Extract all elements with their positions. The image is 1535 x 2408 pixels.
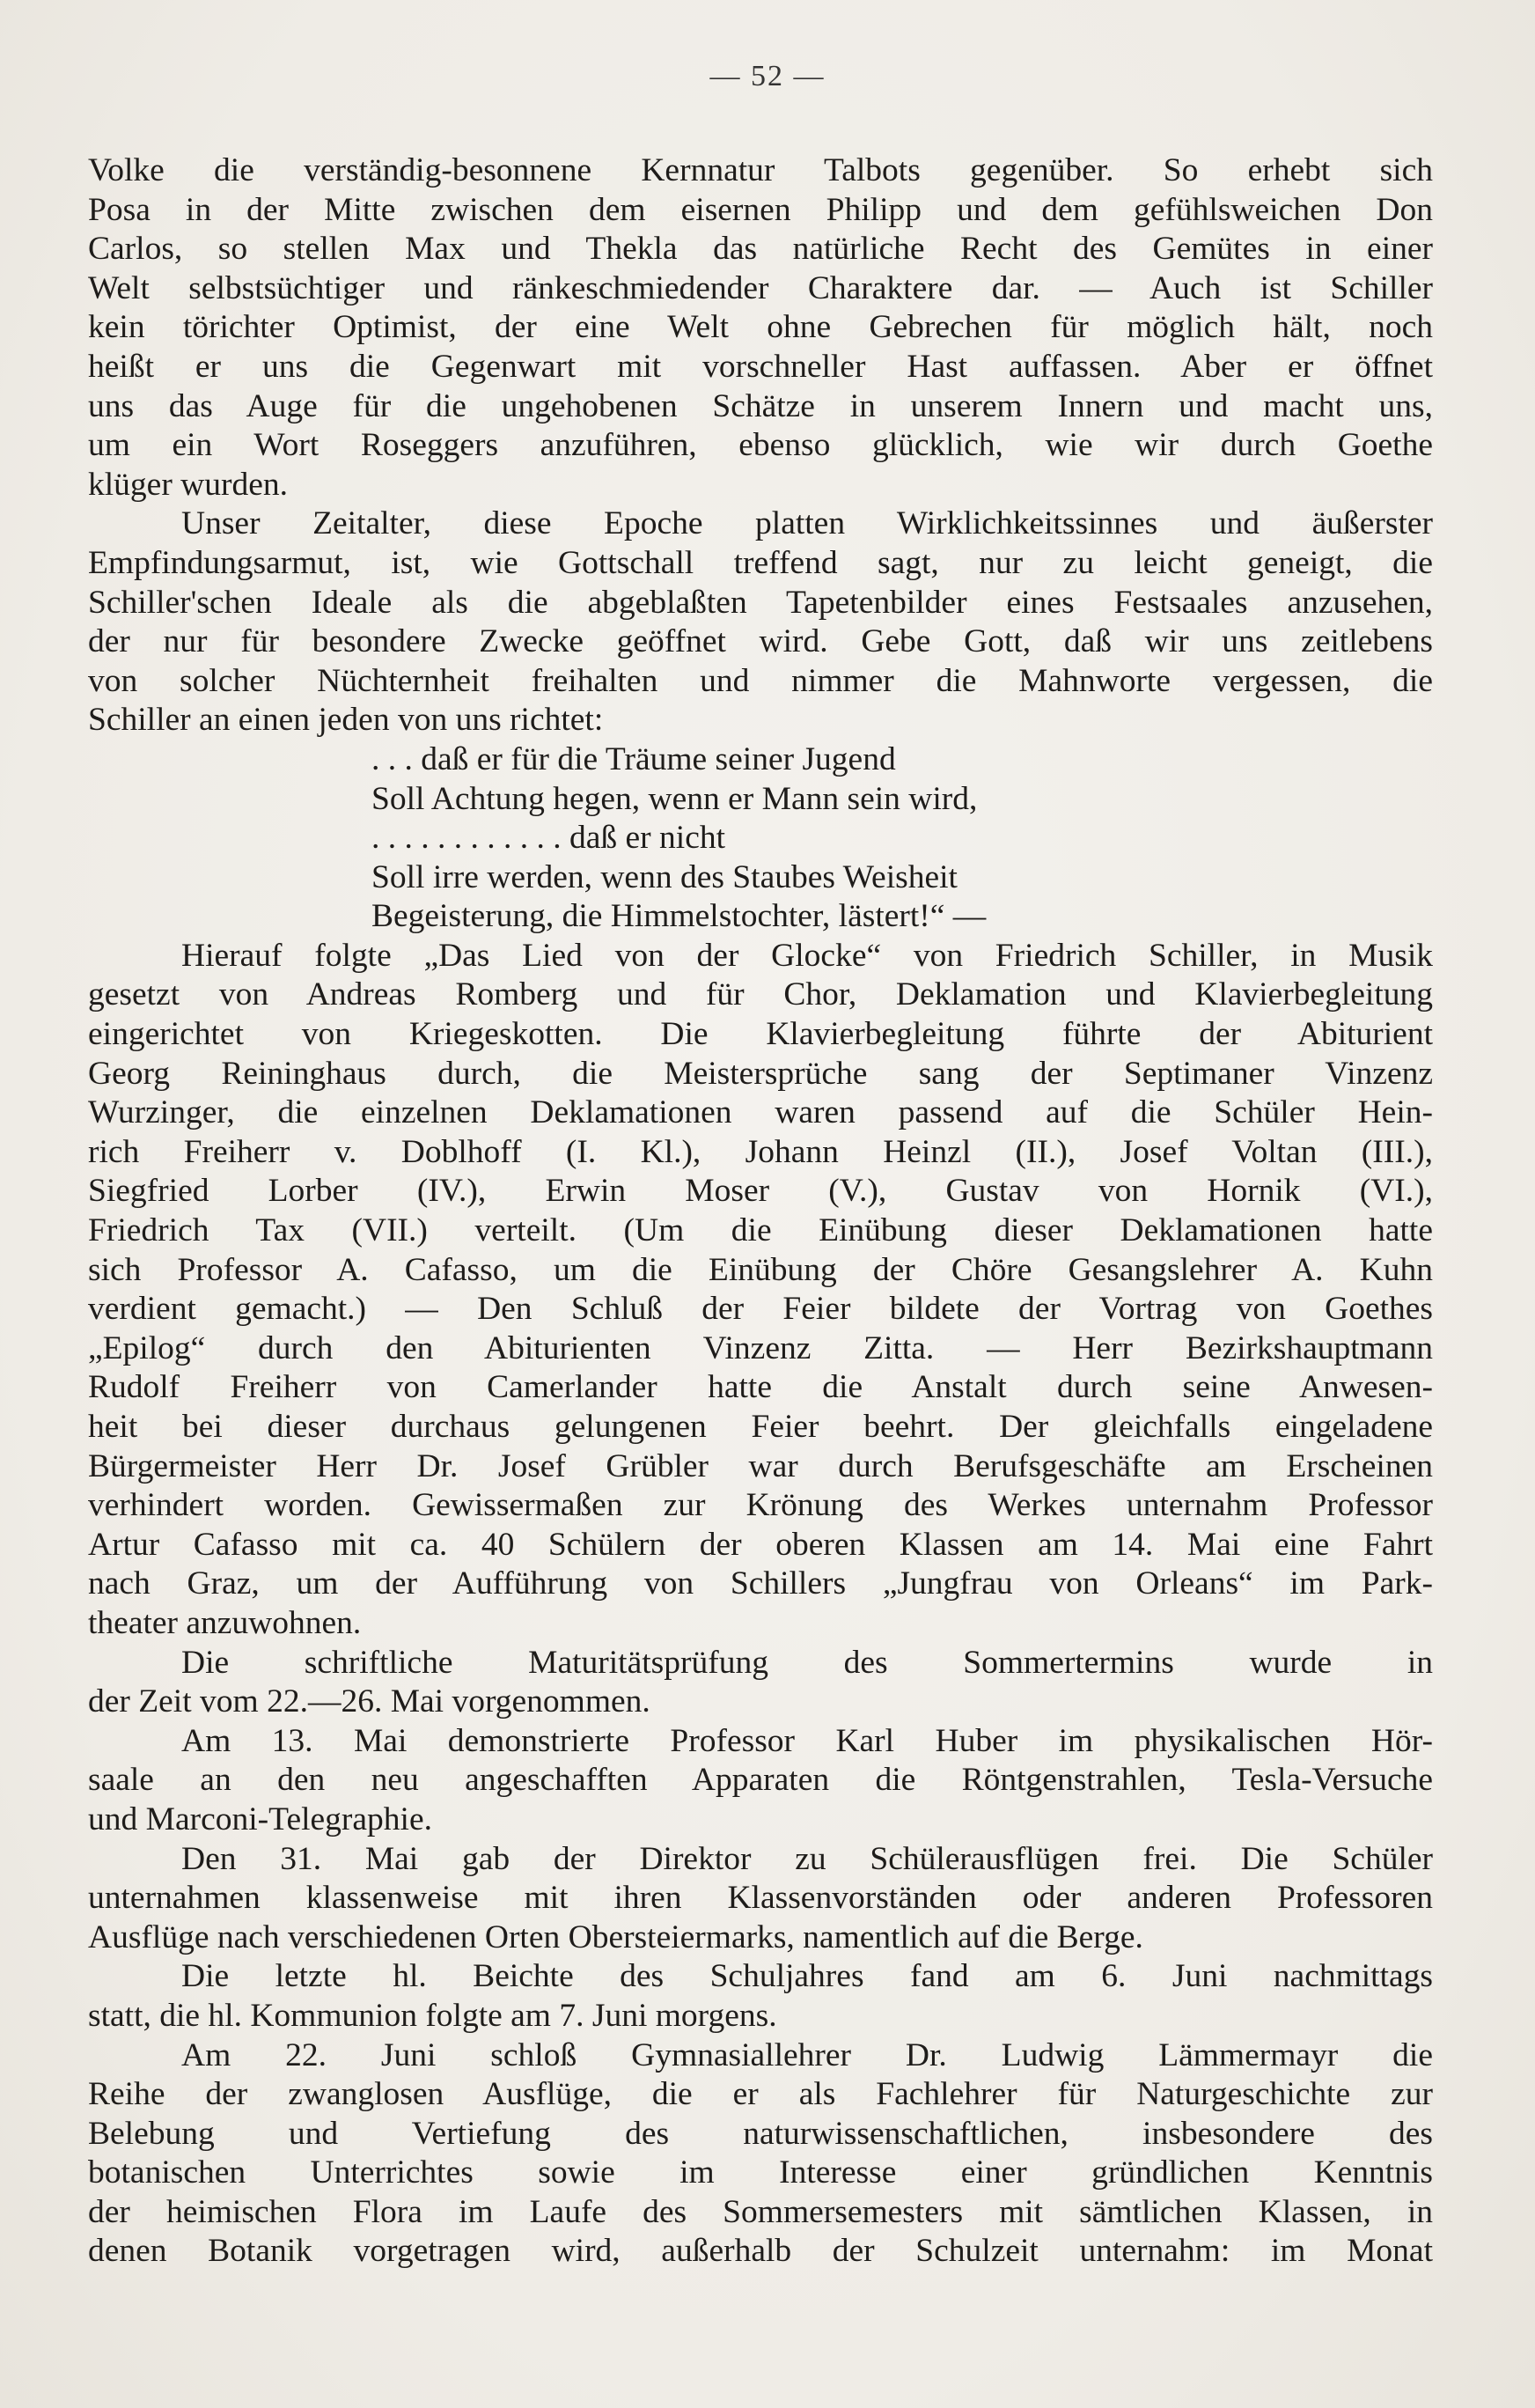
- text-line: sich Professor A. Cafasso, um die Einübung der Chöre Gesangslehrer A. Kuhn: [88, 1251, 1433, 1288]
- text-line: Georg Reininghaus durch, die Meistersprüche sang der Septimaner Vinzenz: [88, 1055, 1433, 1092]
- text-line: heißt er uns die Gegenwart mit vorschneller Hast auffassen. Aber er öffnet: [88, 348, 1433, 385]
- text-line: Rudolf Freiherr von Camerlander hatte die Anstalt durch seine Anwesen-: [88, 1369, 1433, 1406]
- verse-line: Begeisterung, die Himmelstochter, lästert!“ —: [371, 898, 987, 935]
- text-line: Carlos, so stellen Max und Thekla das natürliche Recht des Gemütes in einer: [88, 231, 1433, 268]
- text-line: heit bei dieser durchaus gelungenen Feier beehrt. Der gleichfalls eingeladene: [88, 1409, 1433, 1445]
- text-line: Unser Zeitalter, diese Epoche platten Wirklichkeitssinnes und äußerster: [181, 505, 1433, 542]
- text-line: theater anzuwohnen.: [88, 1604, 362, 1641]
- text-line: Ausflüge nach verschiedenen Orten Obersteiermarks, namentlich auf die Berge.: [88, 1918, 1143, 1955]
- text-line: Artur Cafasso mit ca. 40 Schülern der oberen Klassen am 14. Mai eine Fahrt: [88, 1526, 1433, 1563]
- text-line: denen Botanik vorgetragen wird, außerhalb der Schulzeit unternahm: im Monat: [88, 2233, 1433, 2270]
- text-line: Schiller'schen Ideale als die abgeblaßten Tapetenbilder eines Festsaales anzusehen,: [88, 584, 1433, 621]
- text-line: der Zeit vom 22.—26. Mai vorgenommen.: [88, 1683, 650, 1720]
- text-line: rich Freiherr v. Doblhoff (I. Kl.), Johann Heinzl (II.), Josef Voltan (III.),: [88, 1133, 1433, 1170]
- text-line: Die schriftliche Maturitätsprüfung des Sommertermins wurde in: [181, 1644, 1433, 1681]
- text-line: Belebung und Vertiefung des naturwissenschaftlichen, insbesondere des: [88, 2115, 1433, 2152]
- text-line: Friedrich Tax (VII.) verteilt. (Um die Einübung dieser Deklamationen hatte: [88, 1212, 1433, 1249]
- text-line: Bürgermeister Herr Dr. Josef Grübler war durch Berufsgeschäfte am Erscheinen: [88, 1447, 1433, 1484]
- text-line: und Marconi-Telegraphie.: [88, 1800, 432, 1837]
- text-line: von solcher Nüchternheit freihalten und nimmer die Mahnworte vergessen, die: [88, 662, 1433, 699]
- text-line: botanischen Unterrichtes sowie im Interesse einer gründlichen Kenntnis: [88, 2154, 1433, 2191]
- text-line: Reihe der zwanglosen Ausflüge, die er als Fachlehrer für Naturgeschichte zur: [88, 2076, 1433, 2113]
- verse-line: . . . . . . . . . . . . daß er nicht: [371, 820, 726, 857]
- verse-line: Soll Achtung hegen, wenn er Mann sein wird,: [371, 780, 978, 817]
- text-line: Schiller an einen jeden von uns richtet:: [88, 702, 604, 739]
- text-line: Welt selbstsüchtiger und ränkeschmiedender Charaktere dar. — Auch ist Schiller: [88, 269, 1433, 306]
- text-line: Hierauf folgte „Das Lied von der Glocke“ von Friedrich Schiller, in Musik: [181, 937, 1433, 974]
- text-line: „Epilog“ durch den Abiturienten Vinzenz Zitta. — Herr Bezirkshauptmann: [88, 1329, 1433, 1366]
- text-line: kein törichter Optimist, der eine Welt ohne Gebrechen für möglich hält, noch: [88, 309, 1433, 346]
- text-line: nach Graz, um der Aufführung von Schillers „Jungfrau von Orleans“ im Park-: [88, 1565, 1433, 1602]
- text-line: klüger wurden.: [88, 466, 289, 503]
- text-line: uns das Auge für die ungehobenen Schätze in unserem Innern und macht uns,: [88, 387, 1433, 424]
- text-line: gesetzt von Andreas Romberg und für Chor, Deklamation und Klavierbegleitung: [88, 976, 1433, 1013]
- text-line: Posa in der Mitte zwischen dem eisernen Philipp und dem gefühlsweichen Don: [88, 191, 1433, 228]
- text-line: verdient gemacht.) — Den Schluß der Feier bildete der Vortrag von Goethes: [88, 1291, 1433, 1328]
- text-line: Volke die verständig-besonnene Kernnatur Talbots gegenüber. So erhebt sich: [88, 152, 1433, 188]
- page-number: — 52 —: [709, 60, 826, 92]
- text-line: Am 13. Mai demonstrierte Professor Karl Huber im physikalischen Hör-: [181, 1722, 1433, 1759]
- verse-line: Soll irre werden, wenn des Staubes Weisheit: [371, 858, 958, 895]
- verse-line: . . . daß er für die Träume seiner Jugend: [371, 740, 896, 777]
- text-line: saale an den neu angeschafften Apparaten die Röntgenstrahlen, Tesla-Versuche: [88, 1762, 1433, 1799]
- text-line: Wurzinger, die einzelnen Deklamationen waren passend auf die Schüler Hein-: [88, 1094, 1433, 1131]
- text-line: Die letzte hl. Beichte des Schuljahres fand am 6. Juni nachmittags: [181, 1958, 1433, 1995]
- text-line: eingerichtet von Kriegeskotten. Die Klavierbegleitung führte der Abiturient: [88, 1016, 1433, 1053]
- body-text: [88, 151, 1433, 2272]
- text-line: Am 22. Juni schloß Gymnasiallehrer Dr. Ludwig Lämmermayr die: [181, 2036, 1433, 2073]
- text-line: statt, die hl. Kommunion folgte am 7. Juni morgens.: [88, 1997, 777, 2034]
- text-line: Siegfried Lorber (IV.), Erwin Moser (V.), Gustav von Hornik (VI.),: [88, 1173, 1433, 1210]
- text-line: unternahmen klassenweise mit ihren Klassenvorständen oder anderen Professoren: [88, 1880, 1433, 1917]
- text-line: der nur für besondere Zwecke geöffnet wird. Gebe Gott, daß wir uns zeitlebens: [88, 623, 1433, 660]
- text-line: der heimischen Flora im Laufe des Sommersemesters mit sämtlichen Klassen, in: [88, 2193, 1433, 2230]
- text-line: verhindert worden. Gewissermaßen zur Krönung des Werkes unternahm Professor: [88, 1487, 1433, 1524]
- text-line: Empfindungsarmut, ist, wie Gottschall treffend sagt, nur zu leicht geneigt, die: [88, 544, 1433, 581]
- text-line: um ein Wort Roseggers anzuführen, ebenso glücklich, wie wir durch Goethe: [88, 427, 1433, 464]
- text-line: Den 31. Mai gab der Direktor zu Schülerausflügen frei. Die Schüler: [181, 1840, 1433, 1877]
